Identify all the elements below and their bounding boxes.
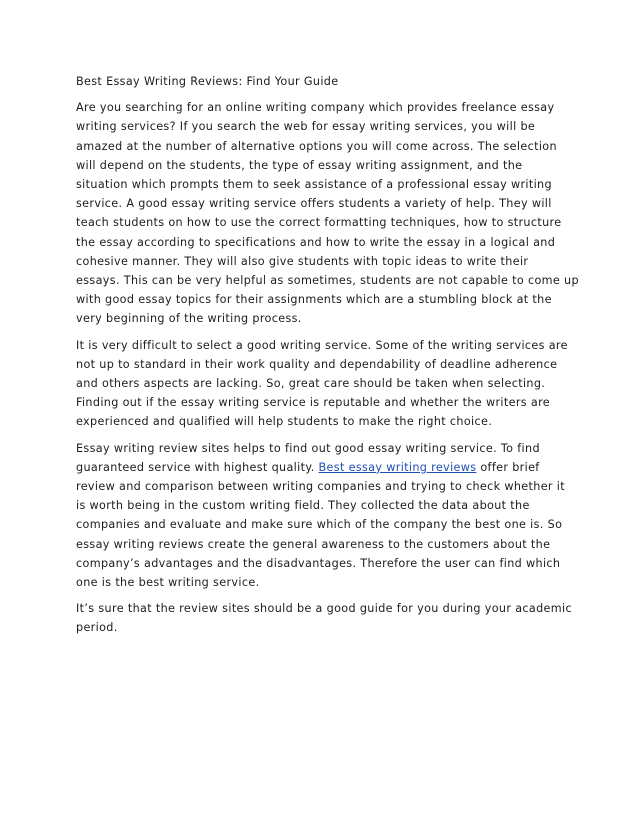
- paragraph-2: [76, 336, 568, 432]
- paragraph-line-with-link: [76, 458, 564, 477]
- paragraph-line: period.: [76, 621, 118, 635]
- paragraph-line: essay writing reviews create the general awareness to the customers about the: [76, 537, 551, 551]
- paragraph-line: will depend on the students, the type of essay writing assignment, and the: [76, 158, 523, 172]
- paragraph-line: writing services? If you search the web for essay writing services, you will be: [76, 120, 536, 134]
- paragraph-line: service. A good essay writing service offers students a variety of help. They will: [76, 197, 552, 211]
- best-essay-writing-reviews-link[interactable]: Best essay writing reviews: [318, 460, 477, 474]
- title-line: Best Essay Writing Reviews: Find Your Guide: [76, 75, 339, 88]
- paragraph-line: Essay writing review sites helps to find out good essay writing service. To find: [76, 441, 540, 455]
- text-before-link: guaranteed service with highest quality.: [76, 460, 319, 474]
- paragraph-line: experienced and qualified will help students to make the right choice.: [76, 415, 493, 429]
- document-page: [76, 72, 579, 645]
- document-title: [76, 72, 564, 91]
- paragraph-line: essays. This can be very helpful as sometimes, students are not capable to come up: [76, 274, 579, 288]
- paragraph-line: with good essay topics for their assignments which are a stumbling block at the: [76, 293, 552, 307]
- paragraph-line: company’s advantages and the disadvantages. Therefore the user can find which: [76, 556, 561, 570]
- paragraph-line: review and comparison between writing companies and trying to check whether it: [76, 480, 565, 494]
- paragraph-line: Are you searching for an online writing company which provides freelance essay: [76, 101, 555, 115]
- paragraph-line: companies and evaluate and make sure which of the company the best one is. So: [76, 518, 563, 532]
- paragraph-line: It is very difficult to select a good writing service. Some of the writing services are: [76, 338, 568, 352]
- paragraph-line: cohesive manner. They will also give students with topic ideas to write their: [76, 254, 529, 268]
- paragraph-3: [76, 439, 564, 593]
- paragraph-4: [76, 599, 573, 637]
- paragraph-line: situation which prompts them to seek assistance of a professional essay writing: [76, 178, 552, 192]
- paragraph-line: Finding out if the essay writing service is reputable and whether the writers are: [76, 396, 551, 410]
- paragraph-line: the essay according to specifications and how to write the essay in a logical and: [76, 235, 556, 249]
- paragraph-line: and others aspects are lacking. So, great care should be taken when selecting.: [76, 377, 546, 391]
- paragraph-line: one is the best writing service.: [76, 576, 260, 590]
- paragraph-line: is worth being in the custom writing field. They collected the data about the: [76, 499, 530, 513]
- paragraph-line: amazed at the number of alternative options you will come across. The selection: [76, 139, 557, 153]
- text-after-link: offer brief: [476, 460, 540, 474]
- paragraph-line: very beginning of the writing process.: [76, 312, 302, 326]
- paragraph-line: It’s sure that the review sites should be a good guide for you during your academic: [76, 602, 573, 616]
- paragraph-line: teach students on how to use the correct formatting techniques, how to structure: [76, 216, 562, 230]
- paragraph-1: [76, 98, 579, 328]
- paragraph-line: not up to standard in their work quality and dependability of deadline adherence: [76, 357, 558, 371]
